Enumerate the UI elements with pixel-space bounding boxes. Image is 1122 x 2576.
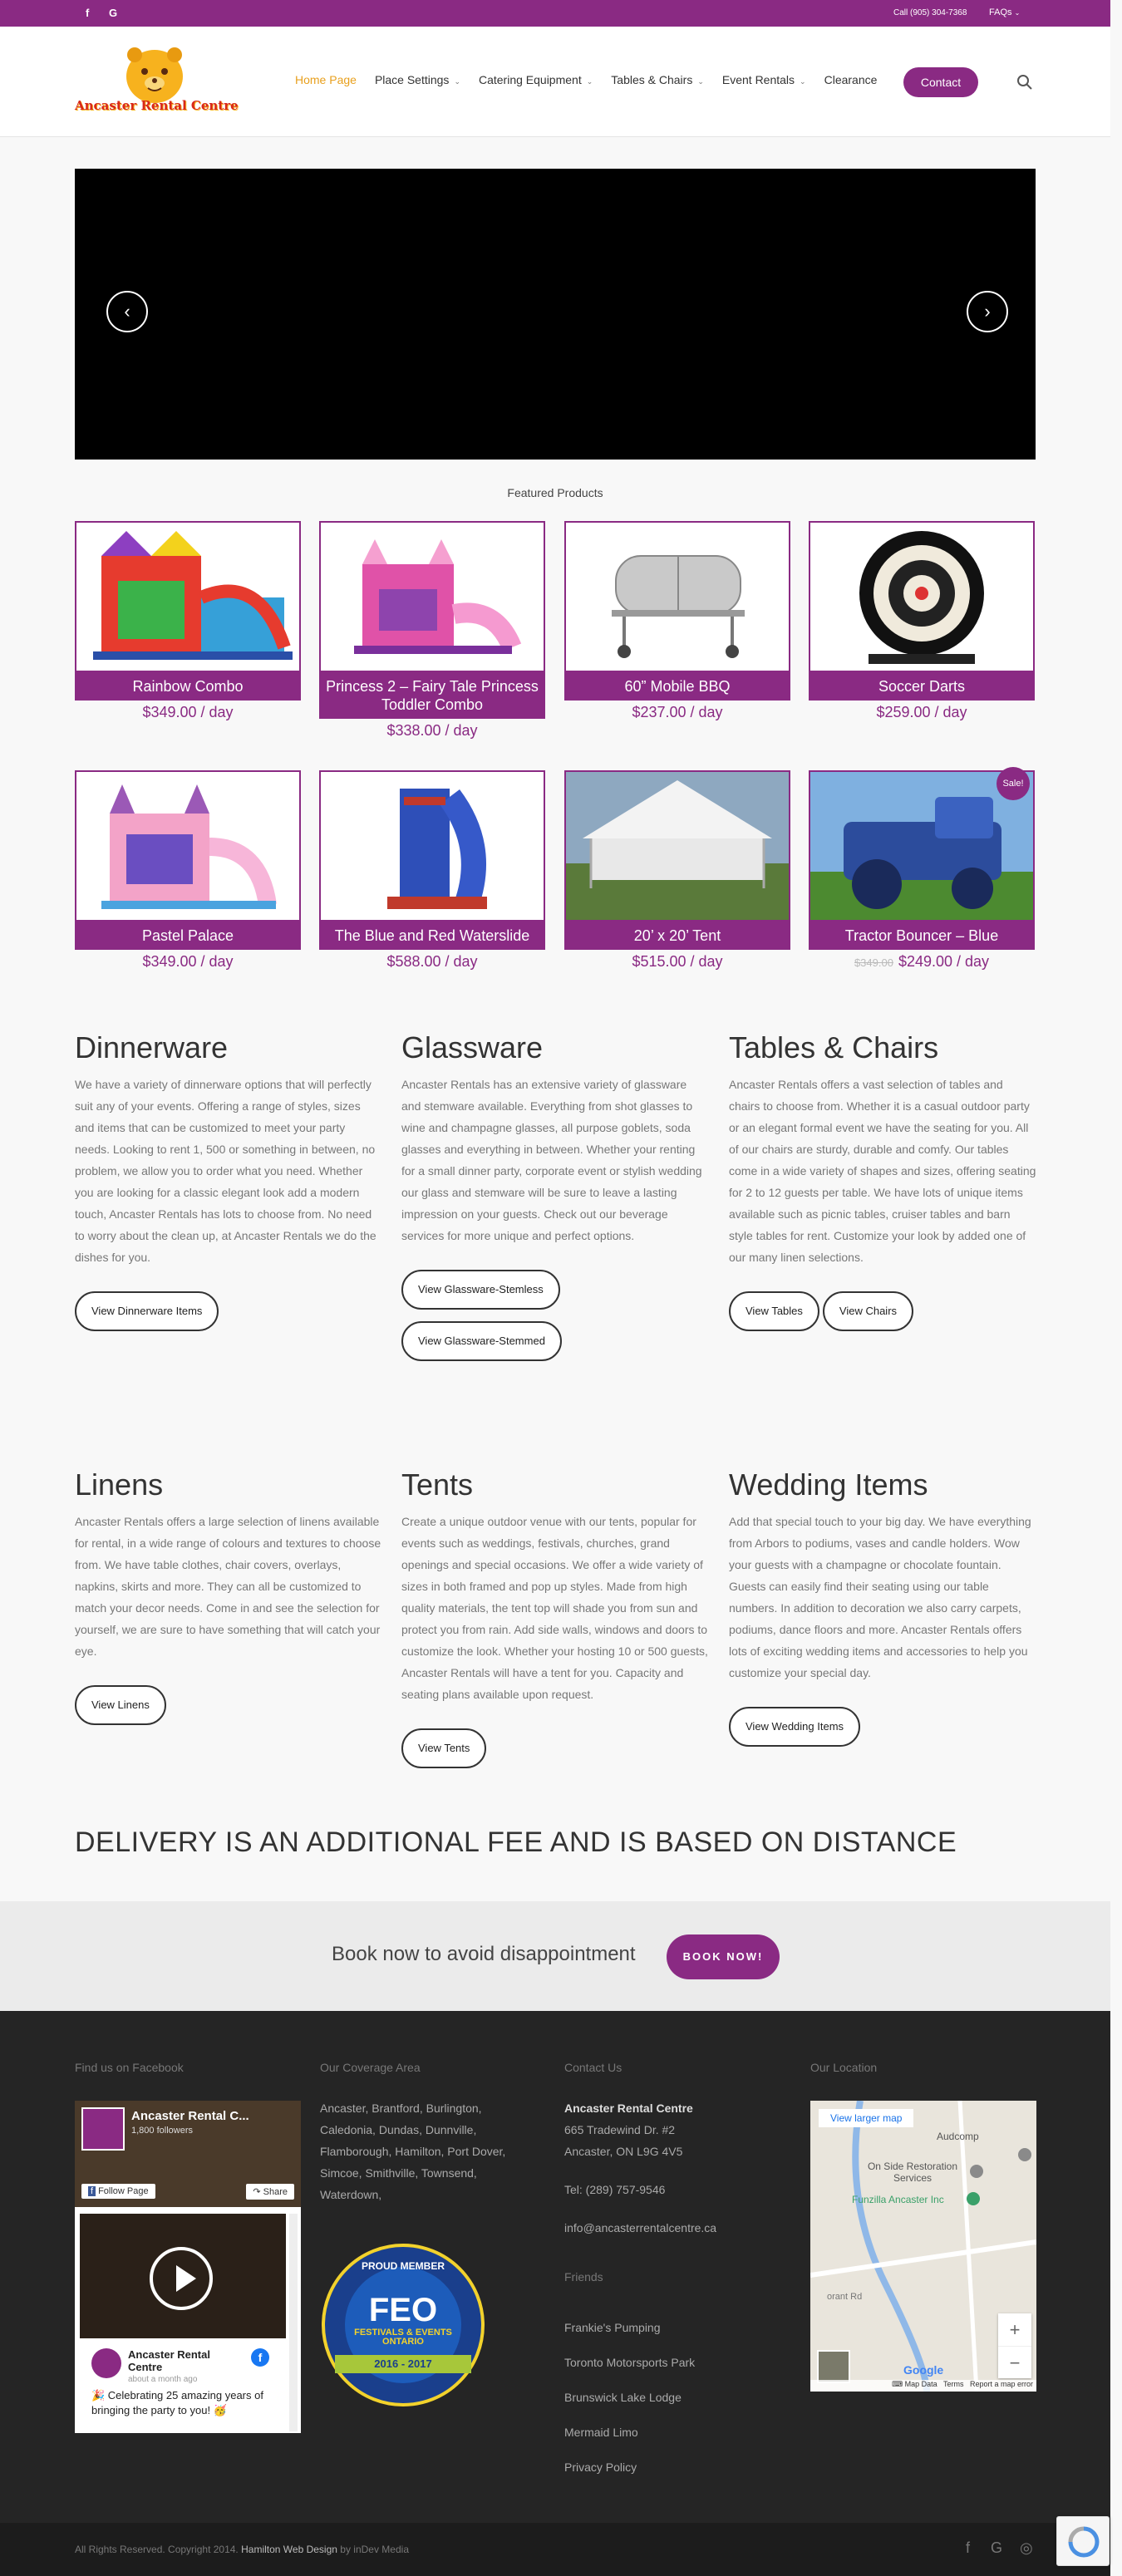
featured-title: Featured Products [507, 486, 603, 499]
chevron-down-icon: ⌄ [697, 77, 704, 86]
badge-years: 2016 - 2017 [374, 2357, 432, 2370]
map-label: On Side Restoration Services [867, 2161, 958, 2184]
category-text: We have a variety of dinnerware options that will perfectly suit any of your events. Offering a range of styles, sizes and items that can be customized to meet your party needs. Looking to rent 1, 500 or something in between, no problem, we allow you to order what you need. Whether you are looking for a classic elegant look add a modern touch, Ancaster Rentals has lots to choose from. No need to worry about the clean up, at Ancaster Rentals we do the dishes for you. [75, 1078, 376, 1264]
contact-city: Ancaster, ON L9G 4V5 [564, 2145, 683, 2158]
footer-heading: Our Location [810, 2061, 878, 2074]
fb-page-name[interactable]: Ancaster Rental C... [131, 2109, 249, 2123]
badge-sub: FESTIVALS & EVENTS ONTARIO [354, 2328, 452, 2347]
product-card[interactable] [319, 770, 545, 971]
chevron-left-icon: ‹ [124, 301, 130, 322]
share-icon: ↷ [253, 2187, 263, 2197]
contact-tel[interactable]: Tel: (289) 757-9546 [564, 2183, 666, 2196]
facebook-icon[interactable]: f [86, 7, 90, 19]
category-glassware [401, 1030, 709, 1373]
category-text: Add that special touch to your big day. We have everything from Arbors to podiums, vases and candle holders. Wow your guests with a champagne or chocolate fountain. Guests can easily find their seating using our table numbers. In addition to decoration we also carry carpets, podiums, dance floors and more. Ancaster Rentals offers lots of exciting wedding items and accessories to help you customize your special day. [729, 1515, 1031, 1679]
product-price: $237.00 / day [632, 704, 723, 720]
view-tents-button[interactable]: View Tents [401, 1728, 486, 1768]
product-name[interactable]: 20’ x 20’ Tent [564, 922, 790, 950]
map-road-label: orant Rd [827, 2292, 863, 2302]
view-larger-map-link[interactable]: View larger map [819, 2109, 913, 2127]
nav-item-home-page[interactable] [295, 73, 357, 86]
product-name[interactable]: Rainbow Combo [75, 672, 301, 701]
product-price [809, 953, 1035, 971]
nav-item-label: Event Rentals [721, 73, 795, 86]
view-glassware-stemmed-button[interactable]: View Glassware-Stemmed [401, 1321, 562, 1361]
phone-number[interactable]: Call (905) 304-7368 [893, 8, 967, 17]
product-name[interactable]: Tractor Bouncer – Blue [809, 922, 1035, 950]
category-text: Create a unique outdoor venue with our tents, popular for events such as weddings, festivals, churches, grand openings and special occasions. We offer a wide variety of sizes in both framed and pop up styles. Made from high quality materials, the tent top will shade you from sun and protect you from rain. Add side walls, windows and doors to customize the look. Whether your hosting 10 or 500 guests, Ancaster Rentals will have a tent for you. Capacity and seating plans available upon request. [401, 1515, 708, 1701]
top-bar [0, 0, 1110, 27]
fb-cover [75, 2101, 301, 2207]
hero-slider [75, 169, 1036, 460]
logo-text: Ancaster Rental Centre [75, 98, 239, 113]
instagram-icon[interactable]: ◎ [1020, 2539, 1033, 2556]
nav-item-label: Catering Equipment [478, 73, 582, 86]
product-card[interactable] [809, 770, 1035, 971]
nav-item-catering-equipment[interactable] [479, 73, 593, 86]
product-image[interactable] [319, 521, 545, 672]
fb-post-avatar [91, 2348, 121, 2378]
friend-link[interactable]: Toronto Motorsports Park [564, 2356, 696, 2369]
coverage-text: Ancaster, Brantford, Burlington, Caledonia, Dundas, Dunnville, Flamborough, Hamilton, Port Dover, Simcoe, Smithville, Townsend, Waterdown, [320, 2102, 506, 2201]
product-card[interactable] [564, 521, 790, 721]
category-title: Dinnerware [75, 1030, 229, 1064]
map-zoom-control [998, 2313, 1031, 2378]
facebook-icon: f [251, 2348, 269, 2367]
fb-post-time: about a month ago [128, 2375, 198, 2384]
view-wedding-button[interactable]: View Wedding Items [729, 1707, 860, 1747]
category-title: Tables & Chairs [729, 1030, 939, 1064]
nav-item-label: Clearance [824, 73, 878, 86]
footer-heading: Find us on Facebook [75, 2061, 184, 2074]
main-nav [295, 73, 895, 86]
category-title: Glassware [401, 1030, 544, 1064]
delivery-notice: DELIVERY IS AN ADDITIONAL FEE AND IS BASED ON DISTANCE [75, 1826, 957, 1858]
product-price: $588.00 / day [386, 953, 478, 970]
site-logo[interactable] [73, 45, 239, 124]
view-glassware-stemless-button[interactable]: View Glassware-Stemless [401, 1270, 560, 1310]
category-title: Tents [401, 1467, 474, 1502]
product-card[interactable] [319, 521, 545, 740]
product-card[interactable] [75, 770, 301, 971]
friend-link[interactable]: Privacy Policy [564, 2460, 637, 2474]
product-image[interactable] [319, 770, 545, 922]
category-tables-chairs [729, 1030, 1036, 1343]
badge-main-text: FEO [368, 2292, 438, 2328]
location-map[interactable] [810, 2101, 1036, 2392]
product-name[interactable]: 60” Mobile BBQ [564, 672, 790, 701]
google-icon[interactable]: G [991, 2539, 1003, 2556]
sale-badge: Sale! [997, 767, 1030, 800]
product-name[interactable]: The Blue and Red Waterslide [319, 922, 545, 950]
view-chairs-button[interactable]: View Chairs [823, 1291, 913, 1331]
view-linens-button[interactable]: View Linens [75, 1685, 166, 1725]
view-dinnerware-button[interactable]: View Dinnerware Items [75, 1291, 219, 1331]
product-price: $259.00 / day [876, 704, 967, 720]
product-name[interactable]: Soccer Darts [809, 672, 1035, 701]
site-header [0, 27, 1110, 137]
slider-prev-button[interactable] [106, 291, 148, 332]
friends-list [564, 2310, 789, 2485]
slider-next-button[interactable] [967, 291, 1008, 332]
google-logo: Google [903, 2363, 944, 2377]
contact-email[interactable]: info@ancasterrentalcentre.ca [564, 2221, 717, 2234]
sale-price: $249.00 / day [898, 953, 990, 970]
product-price: $349.00 / day [142, 704, 234, 720]
nav-item-label: Tables & Chairs [611, 73, 693, 86]
product-name[interactable]: Princess 2 – Fairy Tale Princess Toddler Combo [319, 672, 545, 719]
footer [0, 2011, 1110, 2523]
category-text: Ancaster Rentals offers a vast selection of tables and chairs to choose from. Whether it is a casual outdoor party or an elegant formal event we have the seating for you. All of our chairs are sturdy, durable and comfy. Our tables come in a wide variety of shapes and sizes, offering seating for 2 to 12 guests per table. We have lots of unique items available such as picnic tables, cruiser tables and barn style tables for rent. Customize your look by added one of our many linen selections. [729, 1078, 1036, 1264]
fb-share-button[interactable]: ↷ Share [246, 2184, 294, 2200]
old-price: $349.00 [854, 956, 893, 969]
contact-block [564, 2097, 789, 2239]
fb-follow-button[interactable]: f Follow Page [81, 2184, 155, 2199]
book-now-button[interactable]: BOOK NOW! [667, 1934, 780, 1979]
nav-item-tables-chairs[interactable] [611, 73, 704, 86]
product-price: $349.00 / day [142, 953, 234, 970]
badge-top-text: PROUD MEMBER [361, 2260, 445, 2272]
footer-heading: Friends [564, 2270, 603, 2283]
product-card[interactable] [809, 521, 1035, 721]
category-tents [401, 1467, 709, 1780]
zoom-in-button[interactable]: + [1009, 2319, 1021, 2340]
friend-link[interactable]: Mermaid Limo [564, 2426, 638, 2439]
copyright-bar [0, 2523, 1110, 2576]
zoom-out-button[interactable]: − [998, 2346, 1031, 2378]
fb-post-text: 🎉 Celebrating 25 amazing years of bringing the party to you! 🥳 [91, 2389, 263, 2416]
nav-item-label: Home Page [295, 73, 357, 86]
nav-item-event-rentals[interactable] [722, 73, 806, 86]
faqs-menu[interactable]: FAQs ⌄ [989, 7, 1021, 17]
book-text: Book now to avoid disappointment [332, 1943, 636, 1965]
copyright-text: All Rights Reserved. Copyright 2014. Hamilton Web Design by inDev Media [75, 2544, 409, 2555]
category-title: Wedding Items [729, 1467, 928, 1502]
map-satellite-toggle[interactable] [817, 2350, 850, 2383]
contact-button[interactable]: Contact [903, 67, 978, 97]
friend-link[interactable]: Brunswick Lake Lodge [564, 2391, 682, 2404]
category-text: Ancaster Rentals offers a large selection of linens available for rental, in a wide range of colours and textures to choose from. We have table clothes, chair covers, overlays, napkins, skirts and more. They can all be customized to match your decor needs. Come in and see the selection for yourself, we are sure to have something that will catch your eye. [75, 1515, 381, 1658]
map-label: Audcomp [937, 2131, 979, 2142]
view-tables-button[interactable]: View Tables [729, 1291, 819, 1331]
google-icon[interactable]: G [109, 7, 118, 19]
category-text: Ancaster Rentals has an extensive variety of glassware and stemware available. Everything from shot glasses to wine and champagne glasses, all purpose goblets, soda glasses and everything in between. Whether your renting for a small dinner party, corporate event or stylish wedding our glass and stemware will be sure to leave a lasting impression on your guests. Check out our beverage services for more unique and perfect options. [401, 1078, 702, 1242]
play-icon[interactable] [150, 2247, 213, 2310]
nav-item-label: Place Settings [374, 73, 450, 86]
product-name[interactable]: Pastel Palace [75, 922, 301, 950]
product-price: $515.00 / day [632, 953, 723, 970]
chevron-down-icon: ⌄ [1014, 9, 1021, 17]
category-wedding [729, 1467, 1036, 1758]
nav-item-clearance[interactable] [824, 73, 878, 86]
chevron-down-icon: ⌄ [800, 77, 806, 86]
fb-avatar [81, 2107, 125, 2151]
product-card[interactable] [75, 521, 301, 721]
footer-heading: Our Coverage Area [320, 2061, 421, 2074]
category-title: Linens [75, 1467, 164, 1502]
chevron-down-icon: ⌄ [454, 77, 460, 86]
contact-name: Ancaster Rental Centre [564, 2102, 693, 2115]
category-dinnerware [75, 1030, 382, 1343]
friend-link[interactable]: Frankie's Pumping [564, 2321, 661, 2334]
chevron-right-icon: › [984, 301, 991, 322]
fb-video[interactable] [80, 2214, 286, 2338]
footer-heading: Contact Us [564, 2061, 623, 2074]
hamilton-web-design-link[interactable]: Hamilton Web Design [241, 2544, 337, 2555]
category-linens [75, 1467, 382, 1737]
map-attribution: ⌨ Map Data Terms Report a map error [810, 2380, 1036, 2392]
chevron-down-icon: ⌄ [586, 77, 593, 86]
facebook-widget[interactable] [75, 2101, 301, 2433]
product-price: $338.00 / day [386, 722, 478, 739]
feo-badge [320, 2242, 486, 2408]
fb-followers: 1,800 followers [131, 2126, 193, 2136]
product-card[interactable] [564, 770, 790, 971]
product-image[interactable] [564, 770, 790, 922]
nav-item-place-settings[interactable] [375, 73, 460, 86]
fb-scrollbar[interactable] [289, 2214, 298, 2431]
product-image[interactable] [75, 770, 301, 922]
recaptcha-badge[interactable] [1056, 2516, 1110, 2566]
fb-post-name[interactable]: Ancaster Rental Centre [128, 2348, 210, 2373]
facebook-icon: f [88, 2186, 96, 2196]
contact-address: 665 Tradewind Dr. #2 [564, 2123, 676, 2136]
map-label: Funzilla Ancaster Inc [852, 2194, 944, 2205]
facebook-icon[interactable]: f [966, 2539, 971, 2556]
product-image[interactable] [809, 521, 1035, 672]
product-image[interactable] [564, 521, 790, 672]
keyboard-icon: ⌨ [892, 2380, 905, 2388]
search-icon[interactable] [1016, 73, 1034, 91]
product-image[interactable] [75, 521, 301, 672]
book-banner [0, 1901, 1110, 2011]
